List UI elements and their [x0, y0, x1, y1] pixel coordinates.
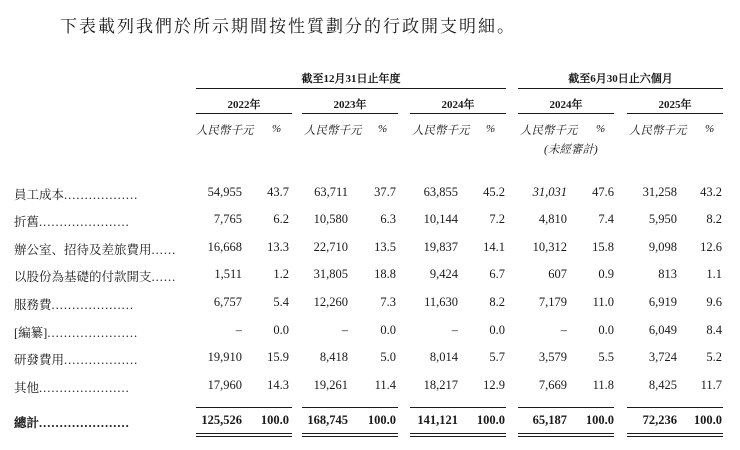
unaudited-note: (未經審計) — [544, 144, 598, 156]
cell-2023-amount: – — [341, 323, 348, 337]
unit-label-2023: 人民幣千元 — [304, 125, 362, 137]
pct-label-2024-h1: % — [596, 123, 606, 135]
cell-2025-h1-amount: 813 — [658, 267, 677, 281]
cell-2024-h1-amount: 31,031 — [532, 185, 567, 199]
cell-2024-h1-amount: – — [560, 323, 567, 337]
row-label-dots: .................. — [64, 353, 139, 367]
row-label-text: 服務費 — [14, 298, 52, 312]
row-label-dots: ...................... — [39, 416, 130, 430]
cell-2024-amount: 11,630 — [424, 295, 458, 309]
cell-2024-h1-pct: 0.9 — [598, 267, 614, 281]
cell-2024-amount: 19,837 — [423, 240, 458, 254]
total-top-rule — [302, 407, 398, 408]
cell-2022-amount: 6,757 — [213, 295, 242, 309]
row-label — [14, 378, 130, 396]
cell-2025-h1-amount: 72,236 — [642, 413, 677, 427]
cell-2025-h1-pct: 9.6 — [706, 295, 722, 309]
cell-2023-pct: 100.0 — [367, 413, 396, 427]
row-label-dots: ...... — [151, 270, 177, 284]
year-rule-2023 — [302, 113, 398, 114]
cell-2024-h1-pct: 11.8 — [592, 378, 614, 392]
cell-2022-amount: 54,955 — [207, 185, 242, 199]
cell-2024-h1-amount: 65,187 — [532, 413, 567, 427]
row-label — [14, 185, 138, 203]
table-row-0 — [0, 185, 740, 209]
cell-2024-amount: 18,217 — [423, 378, 458, 392]
cell-2024-pct: 5.7 — [489, 350, 505, 364]
cell-2024-pct: 45.2 — [483, 185, 505, 199]
cell-2024-pct: 6.7 — [489, 267, 505, 281]
row-label — [14, 267, 176, 285]
cell-2022-amount: 7,765 — [213, 212, 242, 226]
cell-2025-h1-amount: 6,919 — [648, 295, 677, 309]
cell-2022-amount: 125,526 — [201, 413, 242, 427]
cell-2025-h1-pct: 43.2 — [700, 185, 722, 199]
row-label-text: 研發費用 — [14, 353, 65, 367]
cell-2025-h1-amount: 6,049 — [648, 323, 677, 337]
row-label-dots: .................. — [64, 188, 139, 202]
table-row-4 — [0, 295, 740, 319]
cell-2022-pct: 5.4 — [273, 295, 289, 309]
total-double-rule — [410, 433, 506, 437]
cell-2024-h1-amount: 7,669 — [538, 378, 567, 392]
row-label-text: 員工成本 — [14, 188, 65, 202]
row-label — [14, 413, 130, 431]
cell-2024-pct: 100.0 — [476, 413, 505, 427]
cell-2023-pct: 0.0 — [380, 323, 396, 337]
cell-2023-amount: 63,711 — [314, 185, 348, 199]
year-rule-2024-h1 — [518, 113, 614, 114]
cell-2023-pct: 7.3 — [380, 295, 396, 309]
total-double-rule — [518, 433, 614, 437]
unit-label-2025-h1: 人民幣千元 — [629, 125, 687, 137]
cell-2022-amount: 1,511 — [214, 267, 242, 281]
cell-2022-pct: 6.2 — [273, 212, 289, 226]
cell-2024-h1-amount: 607 — [548, 267, 567, 281]
header-group-year-end: 截至12月31日止年度 — [301, 73, 401, 85]
cell-2023-pct: 6.3 — [380, 212, 396, 226]
header-group-six-months: 截至6月30日止六個月 — [568, 73, 673, 85]
cell-2022-pct: 15.9 — [267, 350, 289, 364]
total-top-rule — [627, 407, 723, 408]
cell-2023-pct: 13.5 — [374, 240, 396, 254]
cell-2024-h1-pct: 0.0 — [598, 323, 614, 337]
cell-2024-amount: 8,014 — [429, 350, 458, 364]
cell-2022-amount: 16,668 — [207, 240, 242, 254]
year-rule-2022 — [196, 113, 292, 114]
cell-2024-amount: 10,144 — [423, 212, 458, 226]
cell-2024-h1-pct: 11.0 — [592, 295, 614, 309]
pct-label-2022: % — [272, 123, 282, 135]
table-row-7 — [0, 378, 740, 402]
cell-2024-h1-pct: 15.8 — [592, 240, 614, 254]
header-year-2024-h1: 2024年 — [549, 99, 583, 111]
year-rule-2024 — [410, 113, 506, 114]
cell-2024-h1-pct: 100.0 — [585, 413, 614, 427]
cell-2024-h1-pct: 7.4 — [598, 212, 614, 226]
cell-2022-amount: – — [235, 323, 242, 337]
table-row-5 — [0, 323, 740, 347]
cell-2025-h1-pct: 1.1 — [706, 267, 722, 281]
cell-2023-amount: 10,580 — [313, 212, 348, 226]
intro-text: 下表載列我們於所示期間按性質劃分的行政開支明細。 — [60, 17, 516, 36]
total-double-rule — [627, 433, 723, 437]
cell-2024-pct: 14.1 — [483, 240, 505, 254]
cell-2025-h1-pct: 8.4 — [706, 323, 722, 337]
pct-label-2025-h1: % — [705, 123, 715, 135]
cell-2024-pct: 12.9 — [483, 378, 505, 392]
unit-label-2022: 人民幣千元 — [196, 125, 254, 137]
row-label-text: 折舊 — [14, 215, 40, 229]
cell-2025-h1-pct: 100.0 — [693, 413, 722, 427]
cell-2025-h1-pct: 11.7 — [700, 378, 722, 392]
cell-2023-amount: 8,418 — [319, 350, 348, 364]
header-group-year-end-rule — [196, 88, 506, 89]
cell-2024-pct: 7.2 — [489, 212, 505, 226]
table-row-1 — [0, 212, 740, 236]
pct-label-2023: % — [378, 123, 388, 135]
cell-2022-pct: 0.0 — [273, 323, 289, 337]
row-label-dots: .................... — [51, 298, 135, 312]
row-label-text: [編纂] — [14, 326, 48, 340]
table-row-3 — [0, 267, 740, 291]
unit-label-2024: 人民幣千元 — [412, 125, 470, 137]
cell-2022-pct: 14.3 — [267, 378, 289, 392]
row-label — [14, 323, 138, 341]
header-group-six-months-rule — [518, 88, 723, 89]
cell-2024-amount: 141,121 — [417, 413, 458, 427]
cell-2024-amount: 9,424 — [429, 267, 458, 281]
cell-2023-amount: 12,260 — [313, 295, 348, 309]
row-label-dots: ...... — [151, 243, 177, 257]
cell-2022-amount: 19,910 — [207, 350, 242, 364]
row-label-text: 其他 — [14, 381, 40, 395]
cell-2024-amount: – — [451, 323, 458, 337]
total-double-rule — [302, 433, 398, 437]
cell-2025-h1-amount: 31,258 — [642, 185, 677, 199]
header-year-2024: 2024年 — [441, 99, 475, 111]
cell-2024-amount: 63,855 — [423, 185, 458, 199]
cell-2024-pct: 0.0 — [489, 323, 505, 337]
cell-2023-pct: 37.7 — [374, 185, 396, 199]
row-label-dots: ...................... — [39, 215, 130, 229]
total-top-rule — [518, 407, 614, 408]
row-label-text: 總計 — [14, 416, 40, 430]
row-label-dots: ...................... — [47, 326, 139, 340]
cell-2025-h1-amount: 3,724 — [648, 350, 677, 364]
cell-2022-pct: 13.3 — [267, 240, 289, 254]
row-label — [14, 295, 134, 313]
cell-2022-pct: 43.7 — [267, 185, 289, 199]
cell-2024-h1-amount: 10,312 — [532, 240, 567, 254]
header-year-2022: 2022年 — [227, 99, 261, 111]
table-row-2 — [0, 240, 740, 264]
cell-2024-pct: 8.2 — [489, 295, 505, 309]
total-double-rule — [196, 433, 292, 437]
table-row-6 — [0, 350, 740, 374]
cell-2022-pct: 100.0 — [260, 413, 289, 427]
cell-2025-h1-amount: 9,098 — [648, 240, 677, 254]
cell-2025-h1-pct: 8.2 — [706, 212, 722, 226]
cell-2024-h1-amount: 4,810 — [538, 212, 567, 226]
row-label — [14, 212, 130, 230]
cell-2024-h1-pct: 47.6 — [592, 185, 614, 199]
cell-2022-pct: 1.2 — [273, 267, 289, 281]
cell-2024-h1-amount: 7,179 — [538, 295, 567, 309]
cell-2025-h1-amount: 5,950 — [648, 212, 677, 226]
cell-2024-h1-pct: 5.5 — [598, 350, 614, 364]
header-year-2023: 2023年 — [333, 99, 367, 111]
cell-2023-pct: 5.0 — [380, 350, 396, 364]
cell-2022-amount: 17,960 — [207, 378, 242, 392]
row-label-text: 辦公室、招待及差旅費用 — [14, 243, 152, 257]
row-label-dots: ...................... — [39, 381, 130, 395]
row-label — [14, 350, 138, 368]
total-top-rule — [196, 407, 292, 408]
cell-2025-h1-pct: 5.2 — [706, 350, 722, 364]
cell-2023-pct: 18.8 — [374, 267, 396, 281]
cell-2025-h1-amount: 8,425 — [648, 378, 677, 392]
year-rule-2025-h1 — [627, 113, 723, 114]
total-top-rule — [410, 407, 506, 408]
row-label — [14, 240, 176, 258]
cell-2023-amount: 31,805 — [313, 267, 348, 281]
cell-2024-h1-amount: 3,579 — [538, 350, 567, 364]
row-label-text: 以股份為基礎的付款開支 — [14, 270, 152, 284]
cell-2023-pct: 11.4 — [374, 378, 396, 392]
unit-label-2024-h1: 人民幣千元 — [520, 125, 578, 137]
cell-2023-amount: 22,710 — [313, 240, 348, 254]
cell-2023-amount: 19,261 — [313, 378, 348, 392]
cell-2023-amount: 168,745 — [307, 413, 348, 427]
cell-2025-h1-pct: 12.6 — [700, 240, 722, 254]
header-year-2025-h1: 2025年 — [658, 99, 692, 111]
pct-label-2024: % — [486, 123, 496, 135]
